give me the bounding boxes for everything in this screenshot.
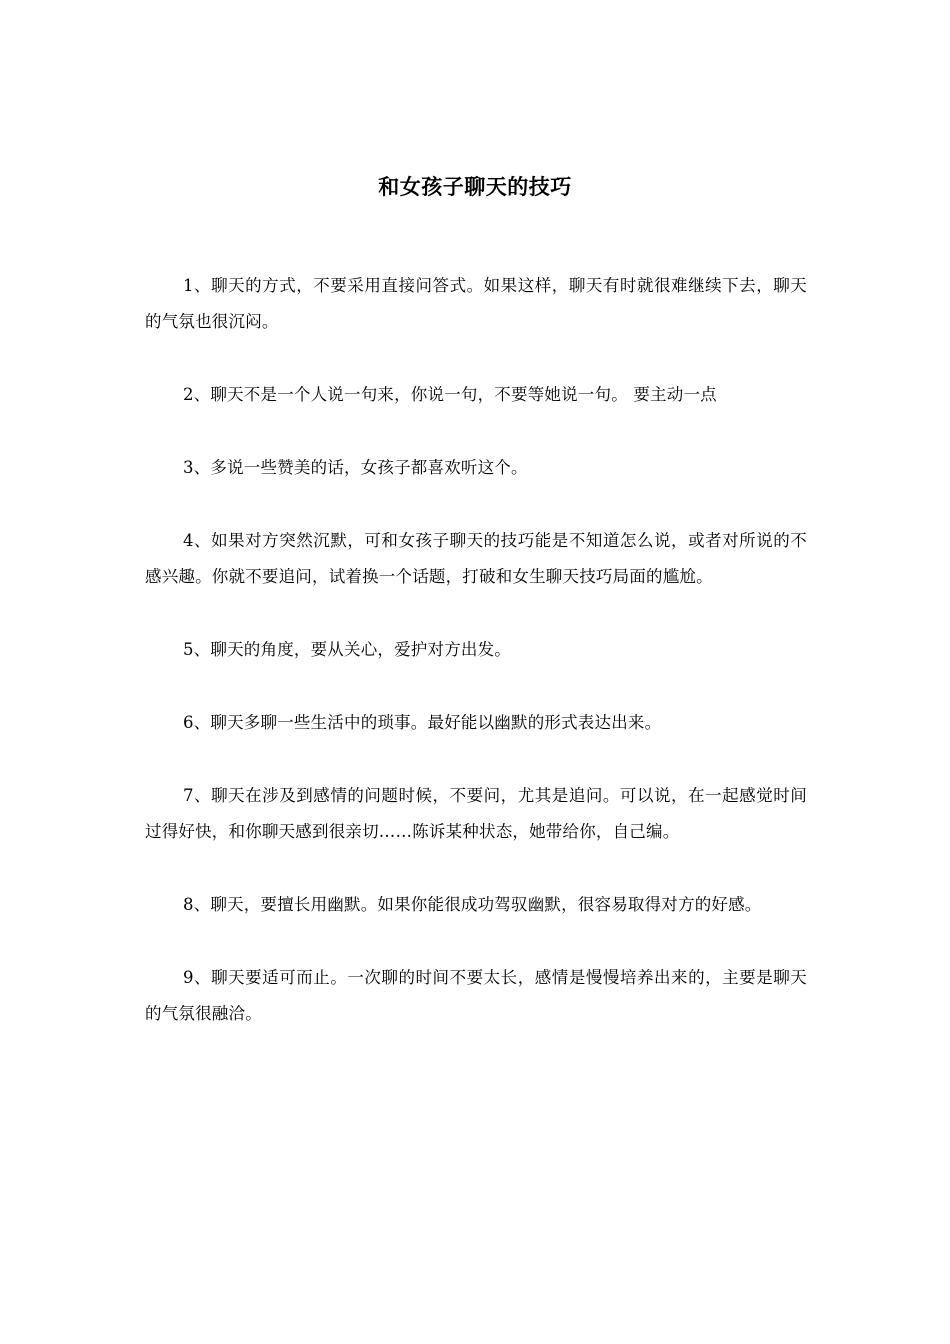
paragraph-6: 6、聊天多聊一些生活中的琐事。最好能以幽默的形式表达出来。 bbox=[183, 713, 662, 732]
paragraph-8: 8、聊天，要擅长用幽默。如果你能很成功驾驭幽默，很容易取得对方的好感。 bbox=[183, 895, 762, 914]
document-body bbox=[145, 268, 807, 1069]
paragraph-4: 4、如果对方突然沉默，可和女孩子聊天的技巧能是不知道怎么说，或者对所说的不感兴趣。你就不要追问，试着换一个话题，打破和女生聊天技巧局面的尴尬。 bbox=[145, 531, 807, 586]
paragraph-2: 2、聊天不是一个人说一句来，你说一句，不要等她说一句。 要主动一点 bbox=[183, 385, 717, 404]
paragraph-7: 7、聊天在涉及到感情的问题时候，不要问，尤其是追问。可以说，在一起感觉时间过得好快，和你聊天感到很亲切……陈诉某种状态，她带给你，自己编。 bbox=[145, 786, 807, 841]
paragraph-5: 5、聊天的角度，要从关心，爱护对方出发。 bbox=[183, 640, 511, 659]
paragraph-9: 9、聊天要适可而止。一次聊的时间不要太长，感情是慢慢培养出来的，主要是聊天的气氛很融洽。 bbox=[145, 968, 807, 1023]
paragraph-1: 1、聊天的方式，不要采用直接问答式。如果这样，聊天有时就很难继续下去，聊天的气氛也很沉闷。 bbox=[145, 276, 807, 331]
paragraph-3: 3、多说一些赞美的话，女孩子都喜欢听这个。 bbox=[183, 458, 528, 477]
document-title: 和女孩子聊天的技巧 bbox=[378, 174, 572, 199]
